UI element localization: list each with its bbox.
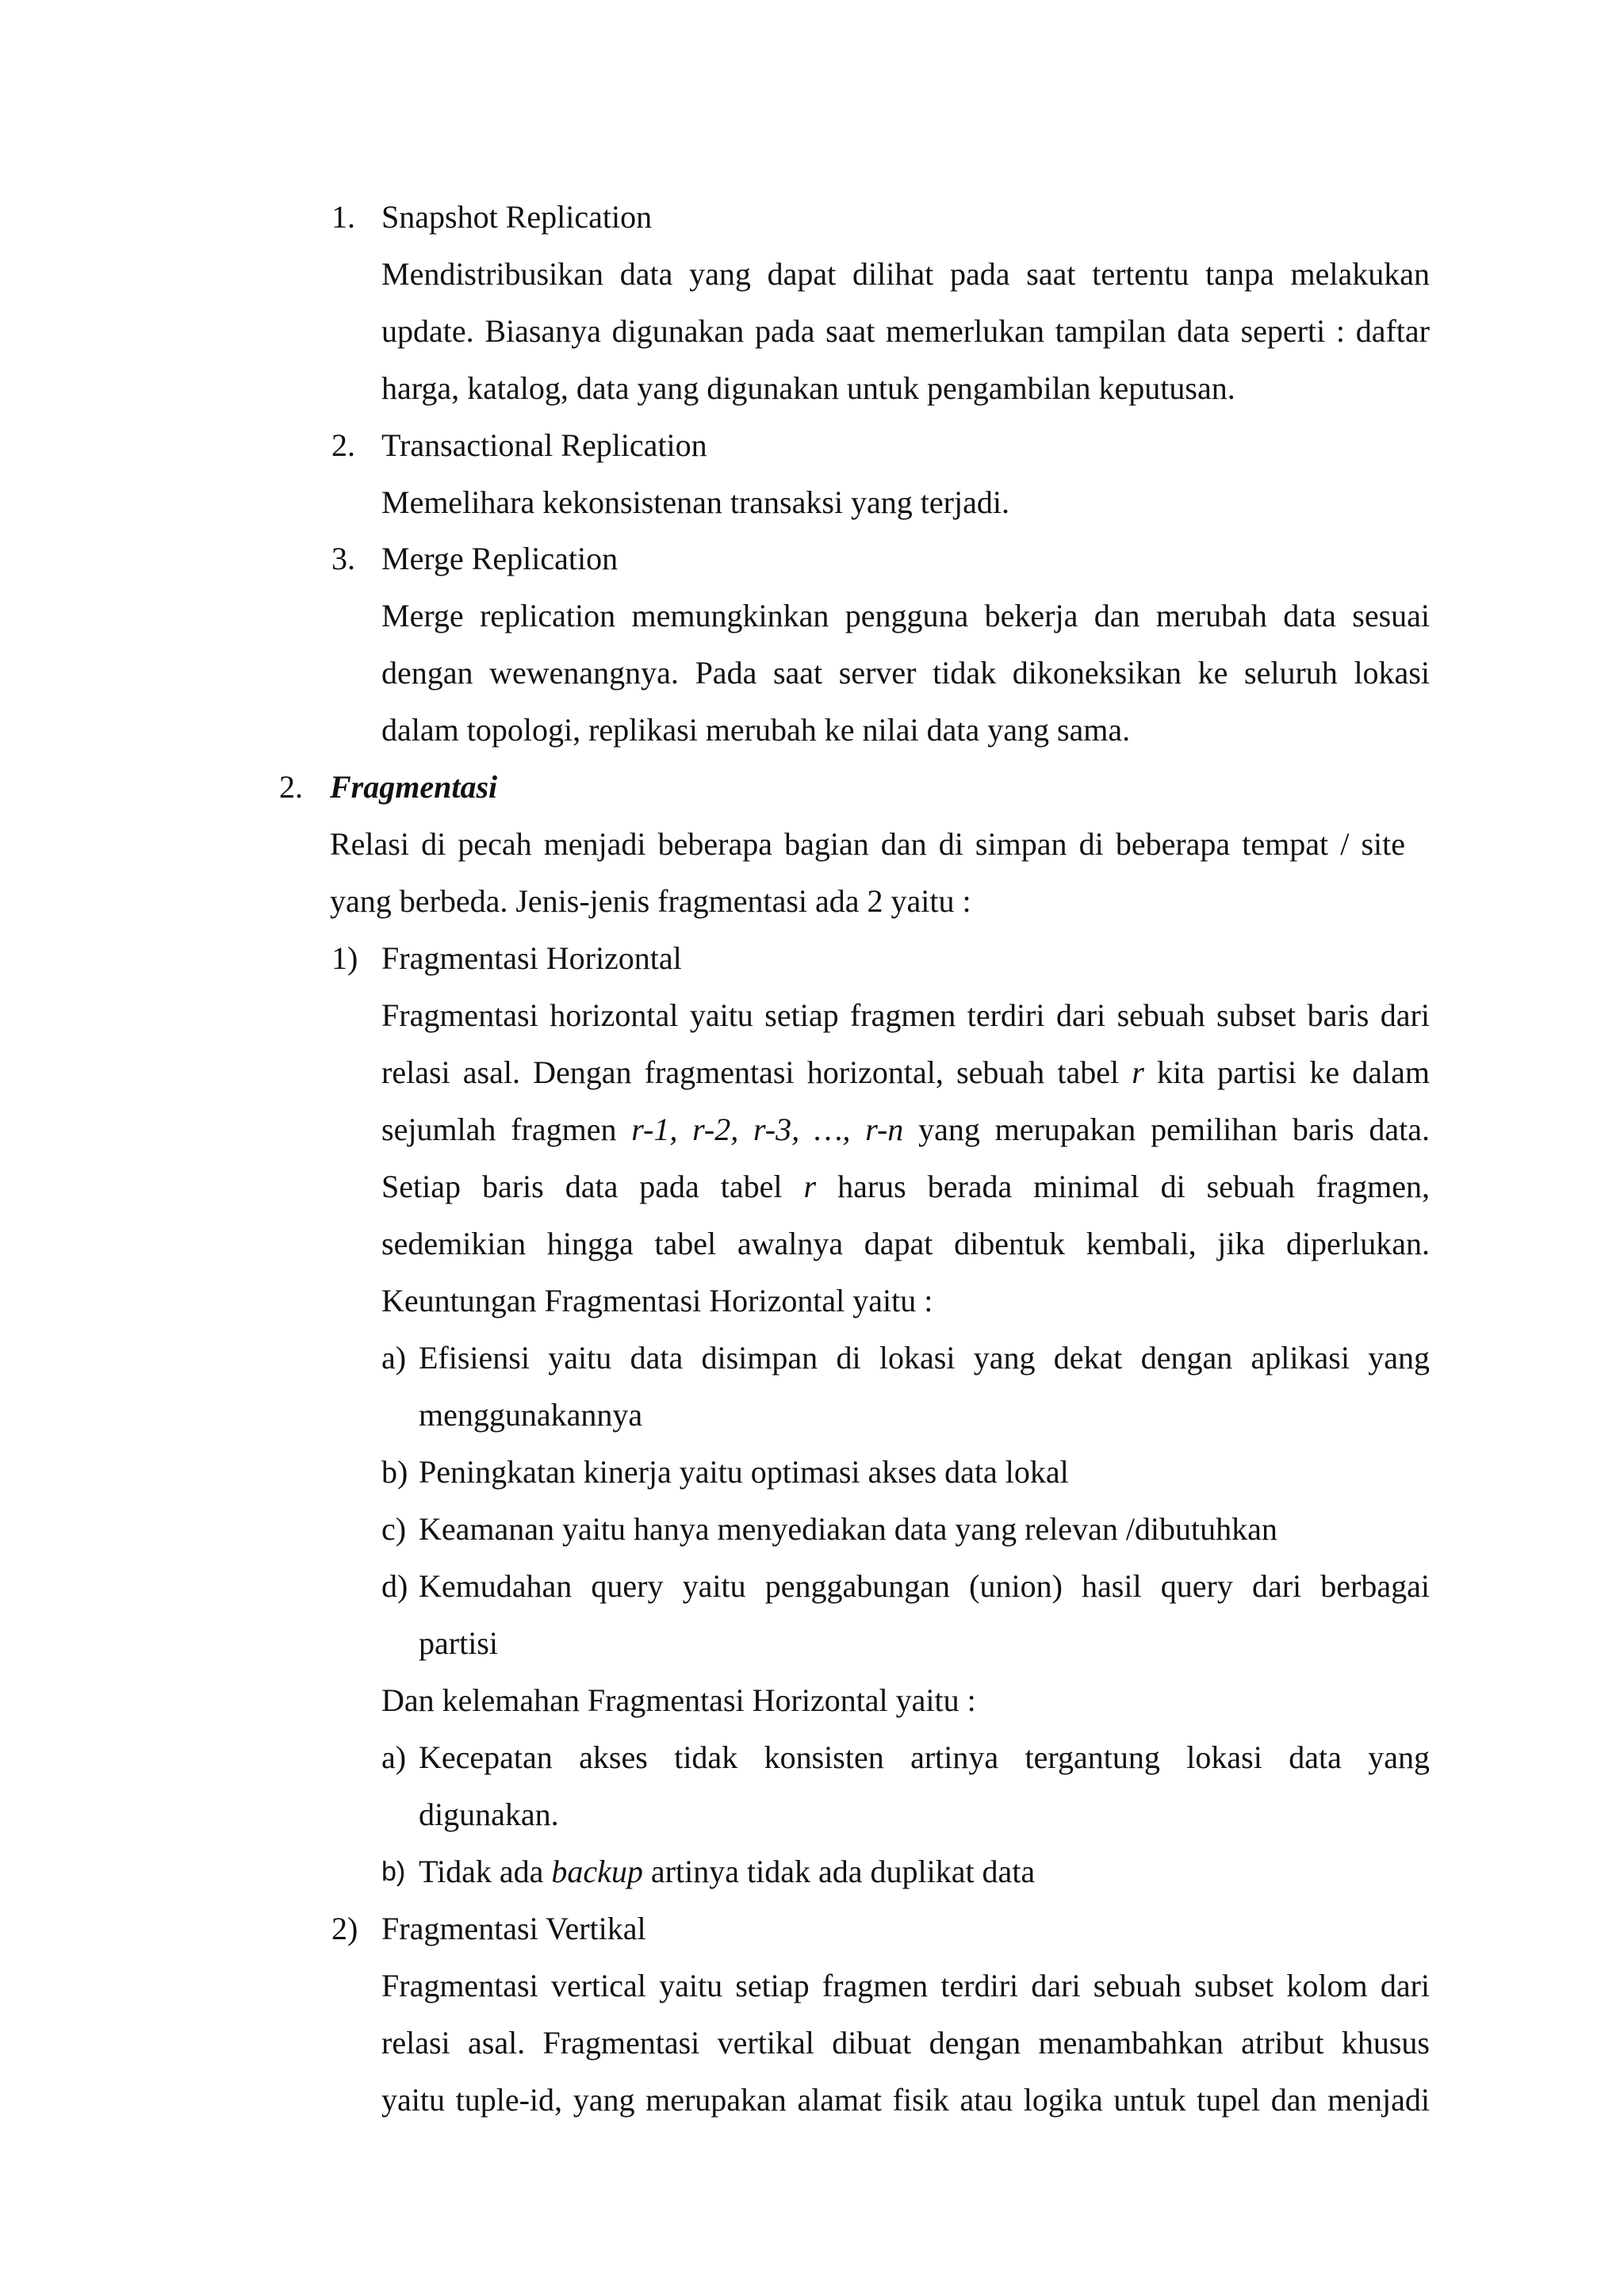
paragraph-line: Keuntungan Fragmentasi Horizontal yaitu : — [381, 1283, 933, 1318]
paragraph-line: Dan kelemahan Fragmentasi Horizontal yaitu : — [381, 1682, 976, 1718]
paragraph-line: relasi asal. Fragmentasi vertikal dibuat dengan menambahkan atribut khusus — [381, 2025, 1430, 2061]
list-item: Efisiensi yaitu data disimpan di lokasi yang dekat dengan aplikasi yang — [419, 1340, 1430, 1376]
paragraph-line: dengan wewenangnya. Pada saat server tidak dikoneksikan ke seluruh lokasi — [381, 655, 1430, 691]
item-title: Fragmentasi Horizontal — [381, 940, 682, 976]
section-marker: 2. — [279, 769, 303, 805]
list-marker: a) — [381, 1340, 407, 1376]
text-span: relasi asal. Dengan fragmentasi horizontal, sebuah tabel — [381, 1054, 1132, 1090]
list-marker: 1. — [331, 199, 355, 235]
list-item — [419, 1853, 1035, 1891]
item-title: Snapshot Replication — [381, 199, 653, 235]
list-marker: 2. — [331, 427, 355, 463]
list-marker: 2) — [331, 1911, 358, 1946]
paragraph-line: Memelihara kekonsistenan transaksi yang terjadi. — [381, 484, 1009, 520]
list-marker: c) — [381, 1511, 407, 1547]
list-item: partisi — [419, 1625, 498, 1661]
section-heading: Fragmentasi — [330, 769, 498, 805]
paragraph-line: harga, katalog, data yang digunakan untuk pengambilan keputusan. — [381, 370, 1235, 406]
text-span: sejumlah fragmen — [381, 1112, 632, 1147]
paragraph-line — [381, 1168, 1430, 1206]
paragraph-line: yang berbeda. Jenis-jenis fragmentasi ada 2 yaitu : — [330, 883, 971, 919]
paragraph-line — [381, 1054, 1430, 1092]
paragraph-line: update. Biasanya digunakan pada saat memerlukan tampilan data seperti : daftar — [381, 313, 1430, 349]
paragraph-line: Relasi di pecah menjadi beberapa bagian dan di simpan di beberapa tempat / site — [330, 826, 1405, 862]
italic-var: r — [803, 1169, 817, 1204]
text-span: yang merupakan pemilihan baris data. — [903, 1112, 1430, 1147]
text-span: harus berada minimal di sebuah fragmen, — [816, 1169, 1430, 1204]
list-marker: b) — [381, 1857, 406, 1887]
italic-var: r-1, r-2, r-3, …, r-n — [631, 1112, 904, 1147]
paragraph-line: Fragmentasi horizontal yaitu setiap fragmen terdiri dari sebuah subset baris dari — [381, 997, 1430, 1033]
text-span: artinya tidak ada duplikat data — [642, 1854, 1036, 1889]
list-marker: 3. — [331, 541, 355, 576]
list-item: Kecepatan akses tidak konsisten artinya tergantung lokasi data yang — [419, 1739, 1430, 1775]
paragraph-line: sedemikian hingga tabel awalnya dapat dibentuk kembali, jika diperlukan. — [381, 1226, 1430, 1261]
paragraph-line: dalam topologi, replikasi merubah ke nilai data yang sama. — [381, 712, 1131, 748]
text-span: kita partisi ke dalam — [1143, 1054, 1430, 1090]
paragraph-line — [381, 1111, 1430, 1149]
list-item: Kemudahan query yaitu penggabungan (union) hasil query dari berbagai — [419, 1568, 1430, 1604]
paragraph-line: Fragmentasi vertical yaitu setiap fragmen terdiri dari sebuah subset kolom dari — [381, 1968, 1430, 2003]
item-title: Fragmentasi Vertikal — [381, 1911, 646, 1946]
list-marker: 1) — [331, 940, 358, 976]
list-item: menggunakannya — [419, 1397, 643, 1433]
paragraph-line: yaitu tuple-id, yang merupakan alamat fisik atau logika untuk tupel dan menjadi — [381, 2082, 1430, 2118]
text-span: Setiap baris data pada tabel — [381, 1169, 804, 1204]
item-title: Transactional Replication — [381, 427, 707, 463]
item-title: Merge Replication — [381, 541, 619, 576]
list-item: digunakan. — [419, 1797, 559, 1832]
list-marker: a) — [381, 1739, 407, 1775]
list-item: Keamanan yaitu hanya menyediakan data yang relevan /dibutuhkan — [419, 1511, 1277, 1547]
italic-var: r — [1132, 1054, 1144, 1090]
list-marker: d) — [381, 1568, 408, 1604]
text-span: Tidak ada — [419, 1854, 552, 1889]
paragraph-line: Merge replication memungkinkan pengguna bekerja dan merubah data sesuai — [381, 598, 1430, 633]
paragraph-line: Mendistribusikan data yang dapat dilihat pada saat tertentu tanpa melakukan — [381, 256, 1430, 292]
italic-term: backup — [551, 1854, 643, 1889]
list-marker: b) — [381, 1454, 408, 1490]
list-item: Peningkatan kinerja yaitu optimasi akses data lokal — [419, 1454, 1069, 1490]
